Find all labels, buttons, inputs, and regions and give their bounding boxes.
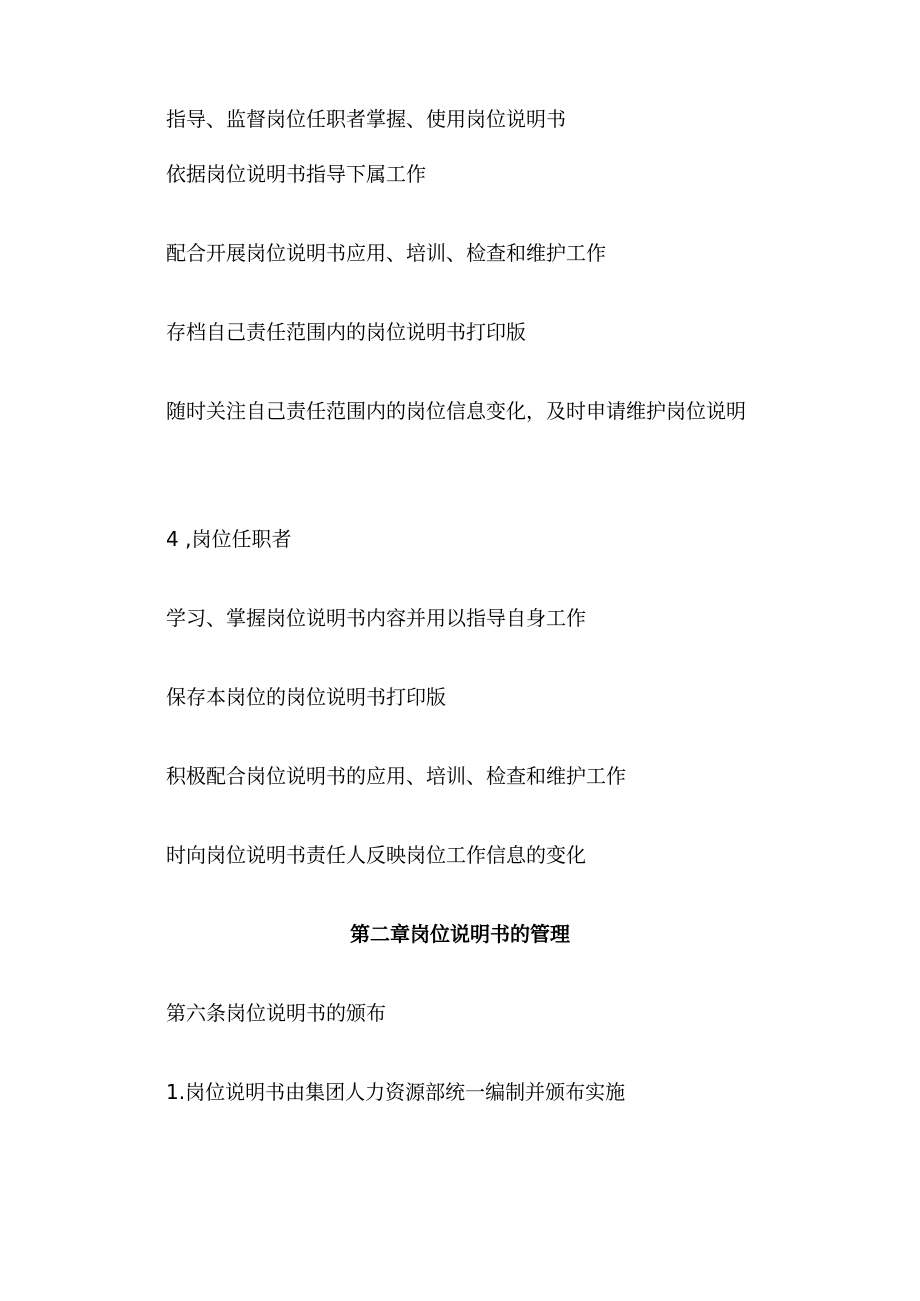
duty-line-archive-printout: 存档自己责任范围内的岗位说明书打印版 <box>166 320 526 344</box>
duty-line-guide-supervise: 指导、监督岗位任职者掌握、使用岗位说明书 <box>166 107 566 131</box>
section-title-position-holder: 4 ,岗位任职者 <box>166 527 292 551</box>
duty-line-active-cooperation: 积极配合岗位说明书的应用、培训、检查和维护工作 <box>166 764 626 788</box>
article-item-1: 1.岗位说明书由集团人力资源部统一编制并颁布实施 <box>166 1080 626 1104</box>
duty-line-keep-printout: 保存本岗位的岗位说明书打印版 <box>166 685 446 709</box>
chapter-heading: 第二章岗位说明书的管理 <box>350 922 570 946</box>
duty-line-cooperate-maintenance: 配合开展岗位说明书应用、培训、检查和维护工作 <box>166 241 606 265</box>
article-title: 第六条岗位说明书的颁布 <box>166 1001 386 1025</box>
duty-line-report-changes: 时向岗位说明书责任人反映岗位工作信息的变化 <box>166 843 586 867</box>
duty-line-guide-subordinates: 依据岗位说明书指导下属工作 <box>166 162 426 186</box>
duty-line-learn-content: 学习、掌握岗位说明书内容并用以指导自身工作 <box>166 606 586 630</box>
duty-line-monitor-changes: 随时关注自己责任范围内的岗位信息变化，及时申请维护岗位说明 <box>166 399 746 423</box>
